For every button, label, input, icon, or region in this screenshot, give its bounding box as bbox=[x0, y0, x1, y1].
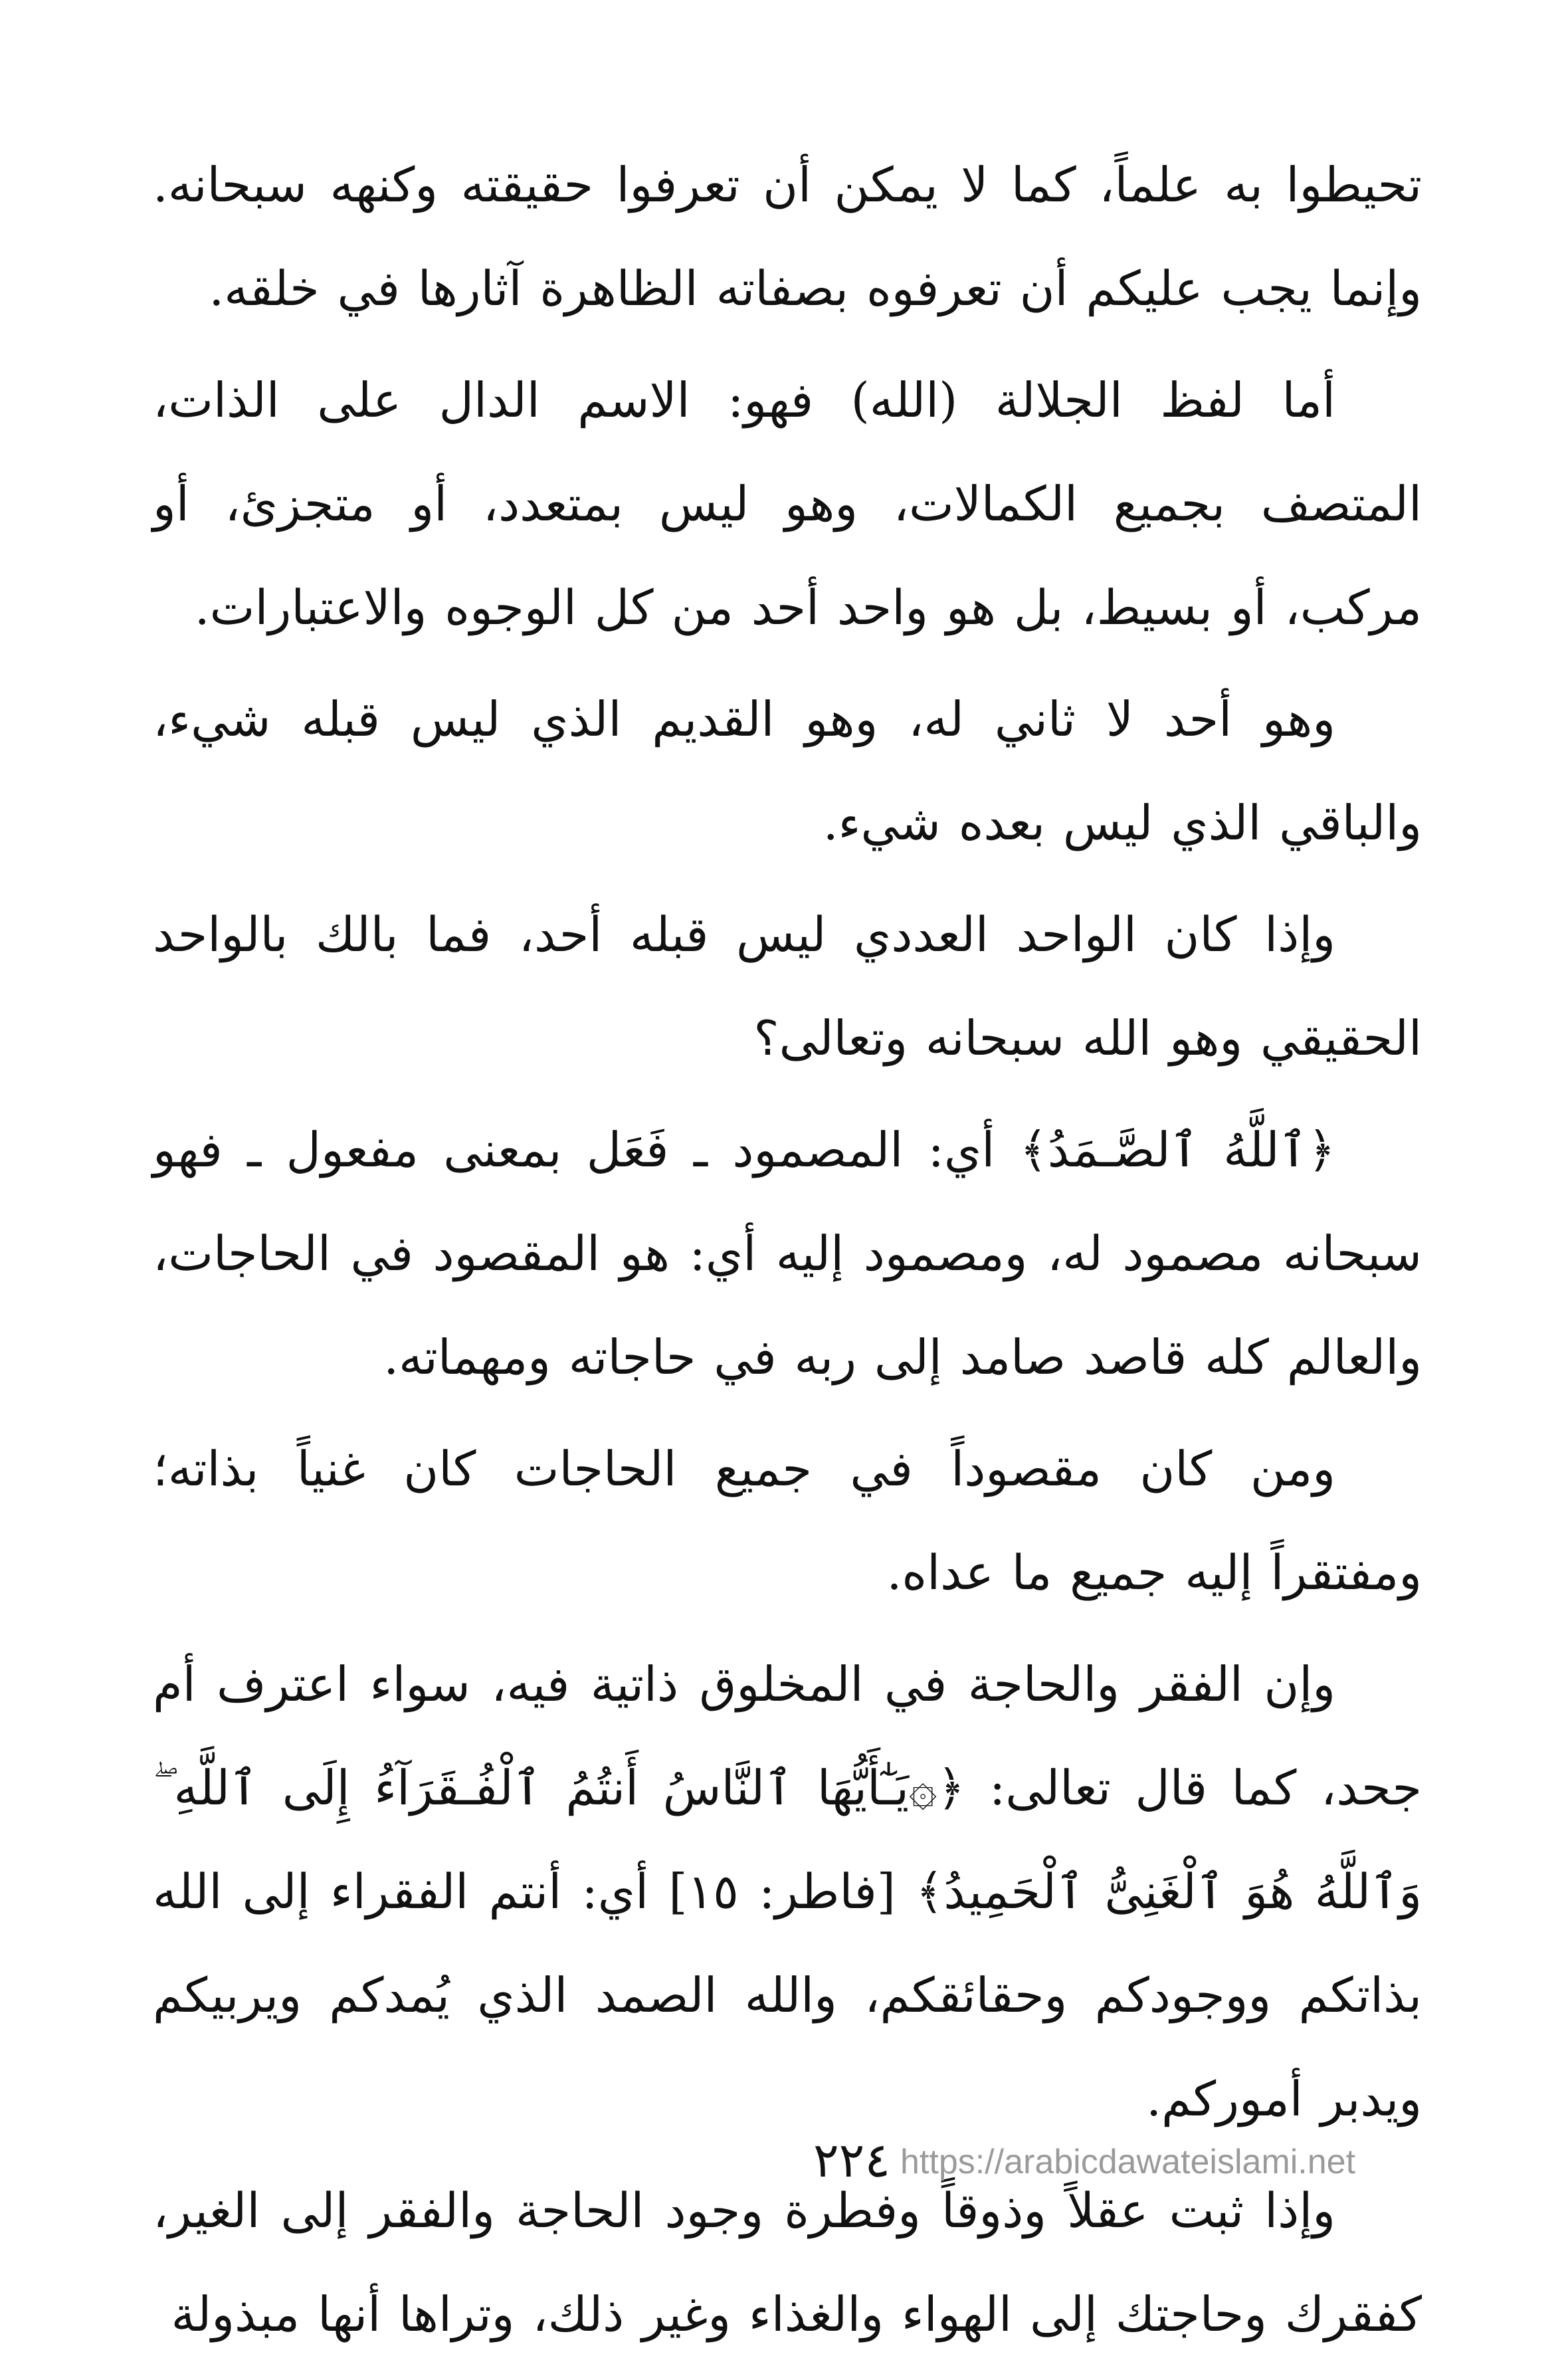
paragraph-7: وإن الفقر والحاجة في المخلوق ذاتية فيه، سواء اعترف أم جحد، كما قال تعالى: ﴿۞يَـٰٓأَيُّهَا ٱلنَّاسُ أَنتُمُ ٱلْفُـقَرَآءُ إِلَى ٱللَّهِ ۖ وَٱللَّهُ هُوَ ٱلْغَنِىُّ ٱلْحَمِيدُ﴾ [فاطر: ١٥] أي: أنتم الفقراء إلى الله بذاتكم ووجودكم وحقائقكم، والله الصمد الذي يُمدكم ويربيكم ويدبر أموركم. bbox=[153, 1656, 1422, 2127]
paragraph-2: أما لفظ الجلالة (الله) فهو: الاسم الدال على الذات، المتصف بجميع الكمالات، وهو ليس بمتعدد، أو متجزئ، أو مركب، أو بسيط، بل هو واحد أحد من كل الوجوه والاعتبارات. bbox=[153, 372, 1422, 635]
page-footer bbox=[0, 2123, 1568, 2203]
paragraph-3: وهو أحد لا ثاني له، وهو القديم الذي ليس قبله شيء، والباقي الذي ليس بعده شيء. bbox=[153, 691, 1422, 851]
paragraph-4: وإذا كان الواحد العددي ليس قبله أحد، فما بالك بالواحد الحقيقي وهو الله سبحانه وتعالى؟ bbox=[153, 907, 1422, 1066]
watermark-url: https://arabicdawateislami.net bbox=[900, 2143, 1356, 2181]
page-number: ٢٢٤ bbox=[813, 2132, 890, 2188]
paragraph-8: وإذا ثبت عقلاً وذوقاً وفطرة وجود الحاجة والفقر إلى الغير، كفقرك وحاجتك إلى الهواء والغذاء وغير ذلك، وتراها أنها مبذولة bbox=[153, 2183, 1422, 2342]
paragraph-1: تحيطوا به علماً، كما لا يمكن أن تعرفوا حقيقته وكنهه سبحانه. وإنما يجب عليكم أن تعرفوه بصفاته الظاهرة آثارها في خلقه. bbox=[153, 157, 1422, 316]
paragraph-6: ومن كان مقصوداً في جميع الحاجات كان غنياً بذاته؛ ومفتقراً إليه جميع ما عداه. bbox=[153, 1441, 1422, 1600]
paragraph-5: ﴿ٱللَّهُ ٱلصَّـمَدُ﴾ أي: المصمود ـ فَعَل بمعنى مفعول ـ فهو سبحانه مصمود له، ومصمود إليه أي: هو المقصود في الحاجات، والعالم كله قاصد صامد إلى ربه في حاجاته ومهماته. bbox=[153, 1122, 1422, 1385]
